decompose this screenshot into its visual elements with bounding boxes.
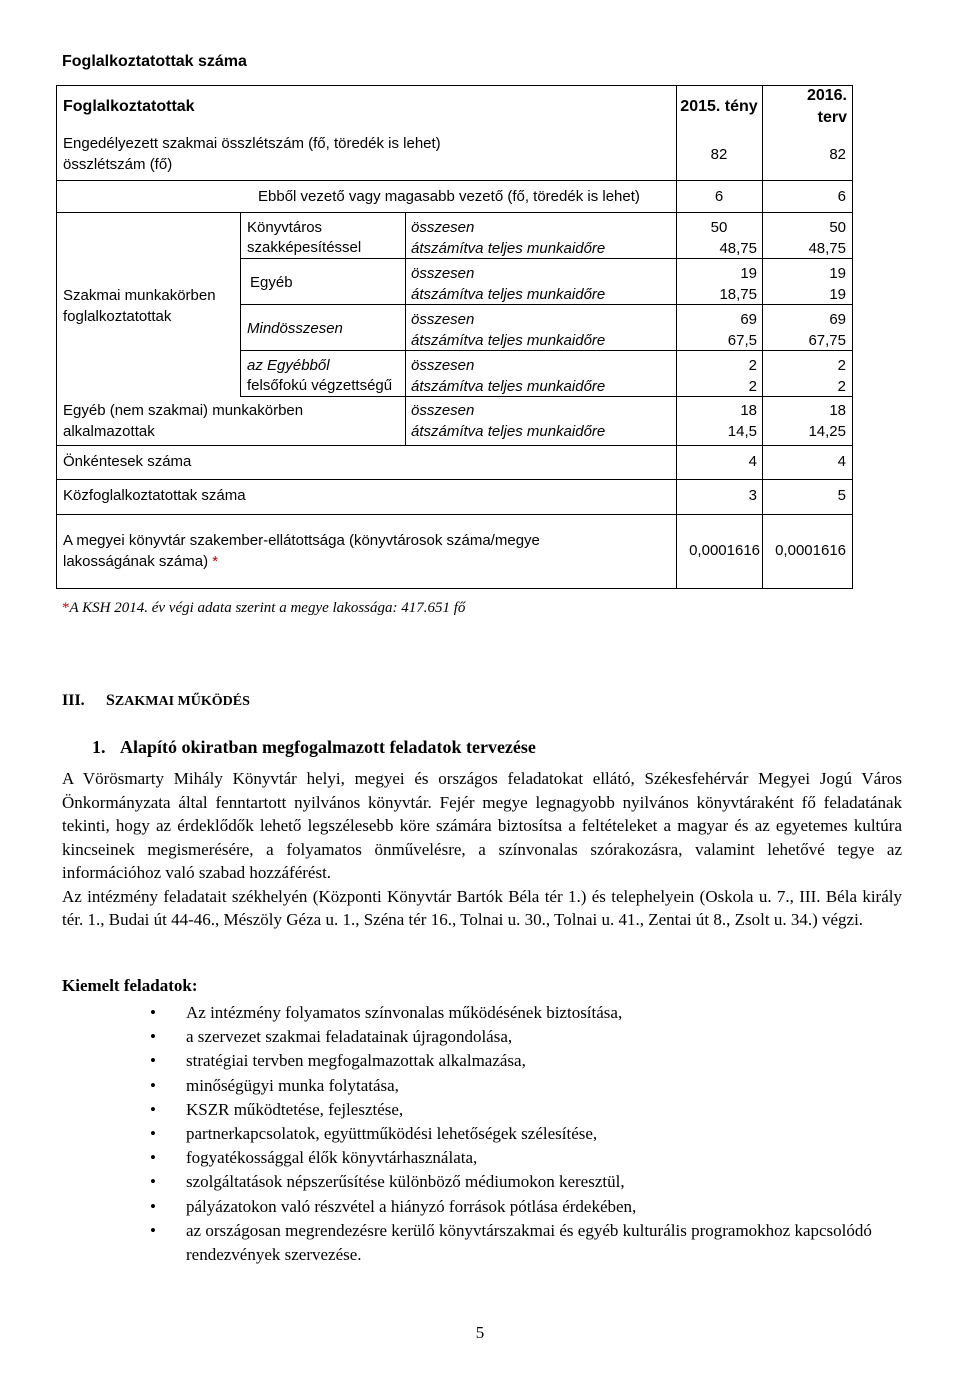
supply-label-2 <box>63 553 218 571</box>
nonprof-total-2016: 18 <box>829 402 846 419</box>
list-item-text: minőségügyi munka folytatása, <box>186 1075 399 1095</box>
higher-fte-2016: 2 <box>837 378 846 395</box>
section-number: III. <box>62 692 85 709</box>
bullet-icon: • <box>150 1075 156 1095</box>
staff-table <box>56 85 853 589</box>
higher-ed-label-2: felsőfokú végzettségű <box>247 377 393 394</box>
list-item <box>150 1001 910 1025</box>
section-title-first: S <box>106 692 115 709</box>
header-label: Foglalkoztatottak <box>63 98 195 115</box>
librarian-label: Könyvtáros <box>247 219 323 236</box>
list-item-text: KSZR működtetése, fejlesztése, <box>186 1099 404 1119</box>
volunteers-2015: 4 <box>748 453 757 470</box>
nonprof-fte-2015: 14,5 <box>727 423 757 440</box>
header-col-2016-sub: terv <box>817 109 847 126</box>
list-item <box>150 1195 910 1219</box>
bullet-icon: • <box>150 1099 156 1119</box>
higher-total-label: összesen <box>411 357 475 374</box>
higher-total-2015: 2 <box>748 357 757 374</box>
body-paragraph: Az intézmény feladatait székhelyén (Központi Könyvtár Bartók Béla tér 1.) és telephelyein (Oskola u. 7., III. Béla király tér. 1., Budai út 44-46., Mészöly Géza u. 1., Széna tér 16., Tolnai u. 30., Tolnai u. 41., Zentai út 8., Zsolt u. 34.) végzi. <box>62 886 902 929</box>
managers-value-2015: 6 <box>714 188 724 205</box>
grand-total-2016: 69 <box>829 311 846 328</box>
bullet-icon: • <box>150 1027 156 1047</box>
nonprof-label-2: alkalmazottak <box>63 423 155 440</box>
higher-fte-label: átszámítva teljes munkaidőre <box>411 378 606 395</box>
body-text <box>62 767 902 932</box>
managers-label: Ebből vezető vagy magasabb vezető (fő, töredék is lehet) <box>258 188 640 205</box>
list-item-text: pályázatokon való részvétel a hiányzó források pótlása érdekében, <box>186 1196 637 1216</box>
list-item <box>150 1146 910 1170</box>
licensed-label: Engedélyezett szakmai összlétszám (fő, töredék is lehet) <box>63 135 441 152</box>
footnote-text: A KSH 2014. év végi adata szerint a megye lakossága: 417.651 fő <box>69 600 466 616</box>
supply-label: A megyei könyvtár szakember-ellátottsága (könyvtárosok száma/megye <box>63 532 540 549</box>
supply-star: * <box>212 553 219 570</box>
list-item-text: fogyatékossággal élők könyvtárhasználata, <box>186 1148 478 1168</box>
managers-value-2016: 6 <box>837 188 846 205</box>
list-item <box>150 1122 910 1146</box>
highlights-title: Kiemelt feladatok: <box>62 976 198 995</box>
list-item <box>150 1170 910 1194</box>
subsection-title: Alapító okiratban megfogalmazott feladatok tervezése <box>120 737 536 757</box>
bullet-icon: • <box>150 1148 156 1168</box>
supply-2016: 0,0001616 <box>775 542 846 559</box>
higher-ed-label: az Egyébből <box>247 357 330 374</box>
list-item <box>150 1098 910 1122</box>
page-number: 5 <box>475 1323 485 1342</box>
grand-fte-2015: 67,5 <box>727 332 757 349</box>
subsection-heading <box>92 737 536 758</box>
other-fte-2016: 19 <box>829 286 846 303</box>
volunteers-2016: 4 <box>837 453 846 470</box>
grand-total-total-label: összesen <box>411 311 475 328</box>
other-total-2016: 19 <box>829 265 846 282</box>
grand-total-2015: 69 <box>740 311 757 328</box>
librarian-fte-2016: 48,75 <box>808 240 846 257</box>
bullet-icon: • <box>150 1003 156 1022</box>
volunteers-label: Önkéntesek száma <box>63 453 192 470</box>
librarian-fte-label: átszámítva teljes munkaidőre <box>411 240 606 257</box>
professional-label-2: foglalkoztatottak <box>63 308 172 325</box>
footnote-star: * <box>62 600 70 616</box>
list-item-text: a szervezet szakmai feladatainak újragondolása, <box>186 1027 513 1047</box>
supply-label-text: lakosságának száma) <box>63 553 209 570</box>
higher-total-2016: 2 <box>837 357 846 374</box>
section-title: Foglalkoztatottak száma <box>62 53 247 70</box>
list-item <box>150 1049 910 1073</box>
professional-label: Szakmai munkakörben <box>63 287 216 304</box>
headcount-label: összlétszám (fő) <box>63 156 173 173</box>
librarian-total-2015: 50 <box>710 219 728 236</box>
other-total-label: összesen <box>411 265 475 282</box>
other-label: Egyéb <box>250 274 293 291</box>
public-workers-2015: 3 <box>748 487 757 504</box>
header-col-2016: 2016. <box>806 87 847 104</box>
list-item <box>150 1074 910 1098</box>
grand-fte-2016: 67,75 <box>808 332 846 349</box>
header-col-2015: 2015. tény <box>680 98 758 115</box>
footnote <box>62 600 465 617</box>
subsection-number: 1. <box>92 737 106 757</box>
bullet-icon: • <box>150 1124 156 1144</box>
highlights-list <box>150 1001 910 1267</box>
librarian-label-2: szakképesítéssel <box>247 239 362 256</box>
licensed-value-2015: 82 <box>710 146 728 163</box>
other-fte-label: átszámítva teljes munkaidőre <box>411 286 606 303</box>
list-item-text: Az intézmény folyamatos színvonalas működésének biztosítása, <box>186 1003 623 1022</box>
nonprof-fte-label: átszámítva teljes munkaidőre <box>411 423 606 440</box>
bullet-icon: • <box>150 1172 156 1192</box>
nonprof-total-2015: 18 <box>740 402 757 419</box>
higher-fte-2015: 2 <box>748 378 757 395</box>
bullet-icon: • <box>150 1051 156 1071</box>
nonprof-label: Egyéb (nem szakmai) munkakörben <box>63 402 304 419</box>
list-item-text: stratégiai tervben megfogalmazottak alkalmazása, <box>186 1051 526 1071</box>
librarian-total-label: összesen <box>411 219 475 236</box>
list-item <box>150 1025 910 1049</box>
list-item <box>150 1219 910 1267</box>
bullet-icon: • <box>150 1220 156 1240</box>
public-workers-label: Közfoglalkoztatottak száma <box>63 487 246 504</box>
list-item-text: az országosan megrendezésre kerülő könyvtárszakmai és egyéb kulturális programokhoz kapcsolódó rendezvények szervezése. <box>186 1220 872 1265</box>
list-item-text: szolgáltatások népszerűsítése különböző médiumokon keresztül, <box>186 1172 625 1192</box>
body-paragraph: A Vörösmarty Mihály Könyvtár helyi, megyei és országos feladatokat ellátó, Székesfehérvár Megyei Jogú Város Önkormányzata által fenntartott nyilvános könyvtár. Fejér megye legnagyobb nyilvános könyvtáraként fő feladatának tekinti, hogy az érdeklődők lehető legszélesebb köre számára biztosítsa a feltételeket a magyar és az egyetemes kultúra kincseinek megismerésére, a folyamatos önművelésre, a színvonalas szórakozásra, valamint lehetővé tegye az információhoz való szabad hozzáférést. <box>62 769 902 882</box>
grand-fte-label: átszámítva teljes munkaidőre <box>411 332 606 349</box>
public-workers-2016: 5 <box>837 487 846 504</box>
section-title-rest: ZAKMAI MŰKÖDÉS <box>114 694 250 709</box>
supply-2015: 0,0001616 <box>689 542 760 559</box>
other-fte-2015: 18,75 <box>719 286 757 303</box>
licensed-value-2016: 82 <box>829 146 846 163</box>
other-total-2015: 19 <box>740 265 757 282</box>
nonprof-fte-2016: 14,25 <box>808 423 846 440</box>
bullet-icon: • <box>150 1196 156 1216</box>
nonprof-total-label: összesen <box>411 402 475 419</box>
librarian-fte-2015: 48,75 <box>719 240 757 257</box>
list-item-text: partnerkapcsolatok, együttműködési lehetőségek szélesítése, <box>186 1124 598 1144</box>
grand-total-label: Mindösszesen <box>247 320 343 337</box>
section-heading <box>62 692 250 710</box>
librarian-total-2016: 50 <box>829 219 846 236</box>
